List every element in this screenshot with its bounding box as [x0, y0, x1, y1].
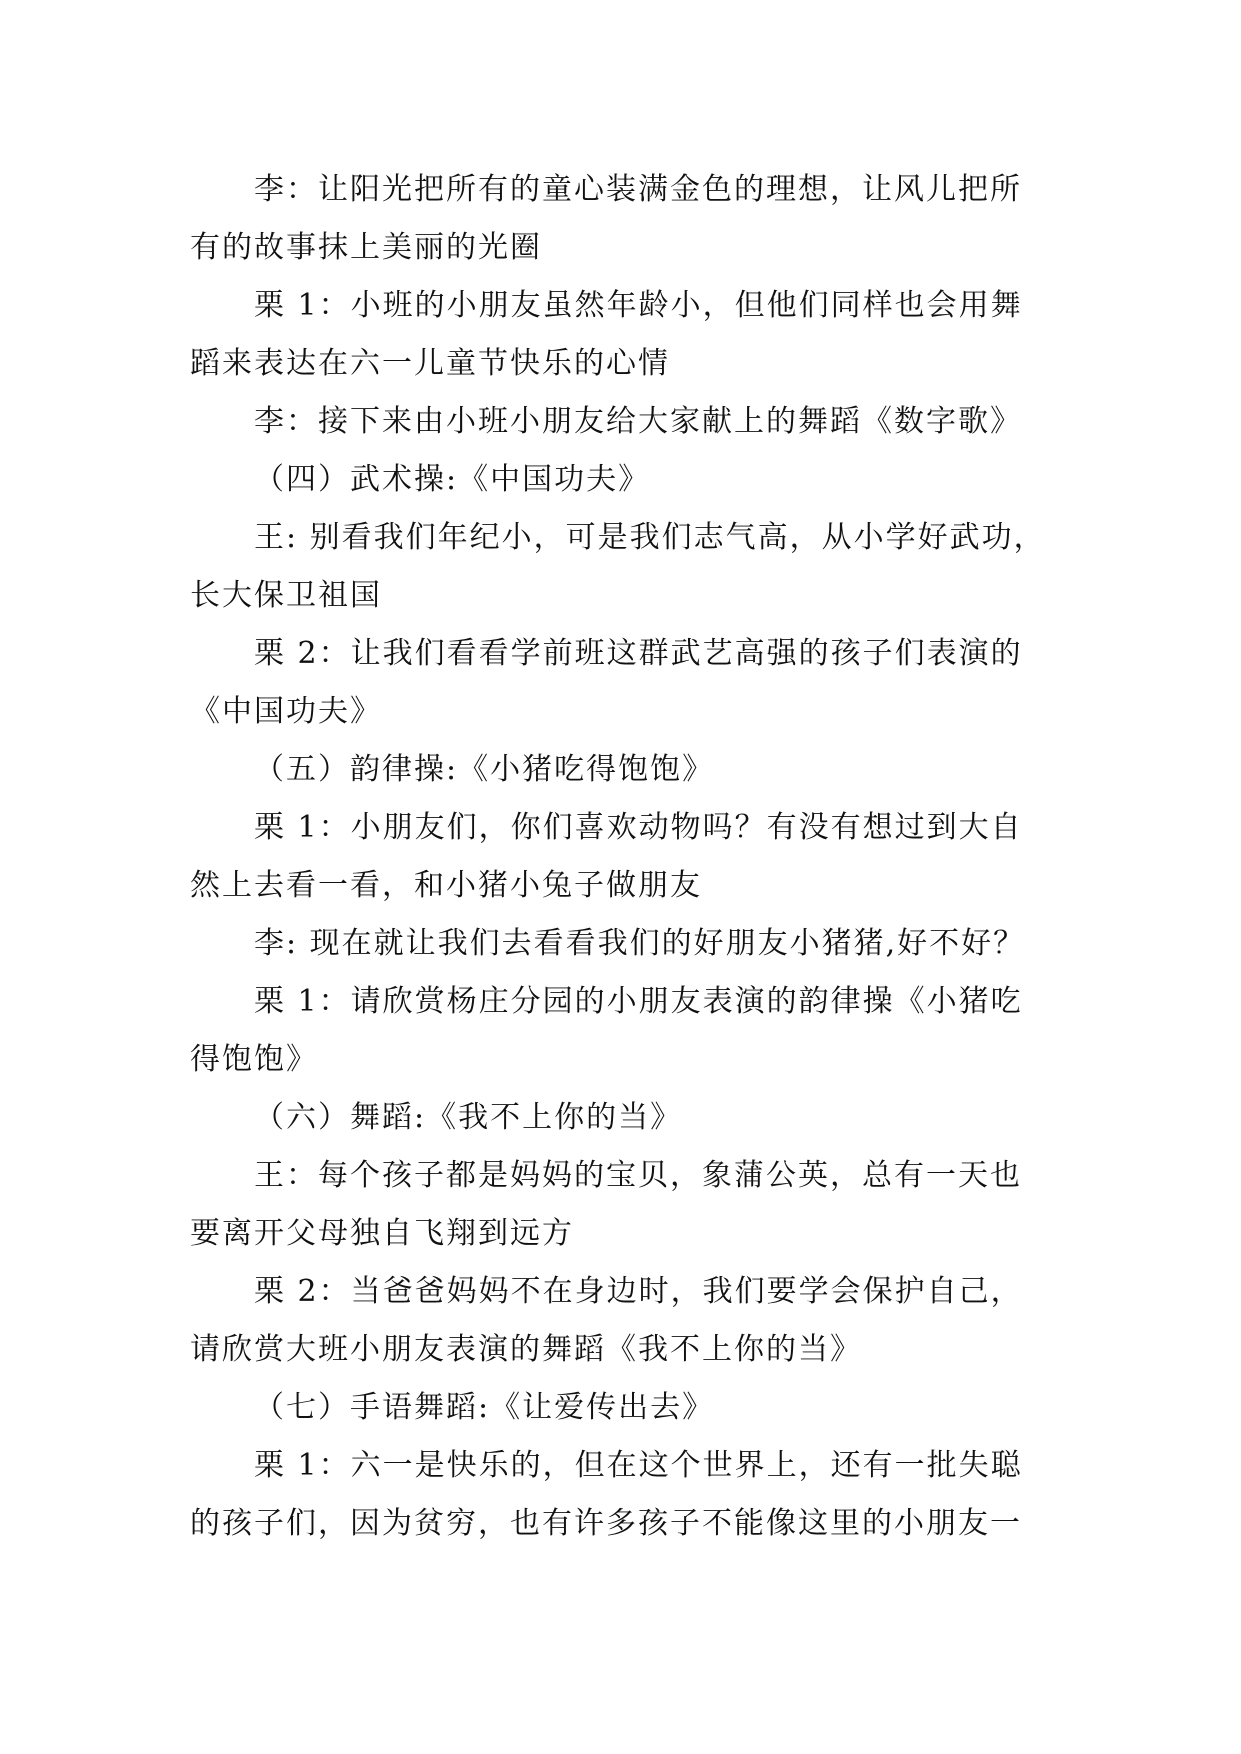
text-line: 的孩子们，因为贫穷，也有许多孩子不能像这里的小朋友一 [190, 1506, 1022, 1541]
text-line: 李：让阳光把所有的童心装满金色的理想，让风儿把所 [254, 172, 1022, 207]
text-line: 栗 1：小班的小朋友虽然年龄小，但他们同样也会用舞 [254, 288, 1023, 323]
text-line: 得饱饱》 [190, 1042, 318, 1077]
text-line: 栗 1：请欣赏杨庄分园的小朋友表演的韵律操《小猪吃 [254, 984, 1023, 1019]
text-line: 《中国功夫》 [190, 694, 382, 729]
text-line: 长大保卫祖国 [190, 578, 382, 613]
text-line: 要离开父母独自飞翔到远方 [190, 1216, 574, 1251]
text-line: 王：每个孩子都是妈妈的宝贝，象蒲公英，总有一天也 [254, 1158, 1022, 1193]
section-heading: （七）手语舞蹈:《让爱传出去》 [254, 1390, 715, 1425]
text-line: 栗 1：六一是快乐的，但在这个世界上，还有一批失聪 [254, 1448, 1023, 1483]
text-line: 栗 2：让我们看看学前班这群武艺高强的孩子们表演的 [254, 636, 1023, 671]
section-heading: （六）舞蹈:《我不上你的当》 [254, 1100, 683, 1135]
section-heading: （四）武术操:《中国功夫》 [254, 462, 651, 497]
text-line: 栗 2：当爸爸妈妈不在身边时，我们要学会保护自己， [254, 1274, 1023, 1309]
section-heading: （五）韵律操:《小猪吃得饱饱》 [254, 752, 715, 787]
text-line: 然上去看一看，和小猪小兔子做朋友 [190, 868, 702, 903]
text-line: 有的故事抹上美丽的光圈 [190, 230, 542, 265]
document-body [190, 161, 1050, 1553]
text-line: 请欣赏大班小朋友表演的舞蹈《我不上你的当》 [190, 1332, 862, 1367]
text-line: 王: 别看我们年纪小，可是我们志气高，从小学好武功， [254, 520, 1046, 555]
text-line: 李: 现在就让我们去看看我们的好朋友小猪猪,好不好？ [254, 926, 1026, 961]
text-line: 李：接下来由小班小朋友给大家献上的舞蹈《数字歌》 [254, 404, 1022, 439]
text-line: 栗 1：小朋友们，你们喜欢动物吗？有没有想过到大自 [254, 810, 1023, 845]
text-line: 蹈来表达在六一儿童节快乐的心情 [190, 346, 670, 381]
